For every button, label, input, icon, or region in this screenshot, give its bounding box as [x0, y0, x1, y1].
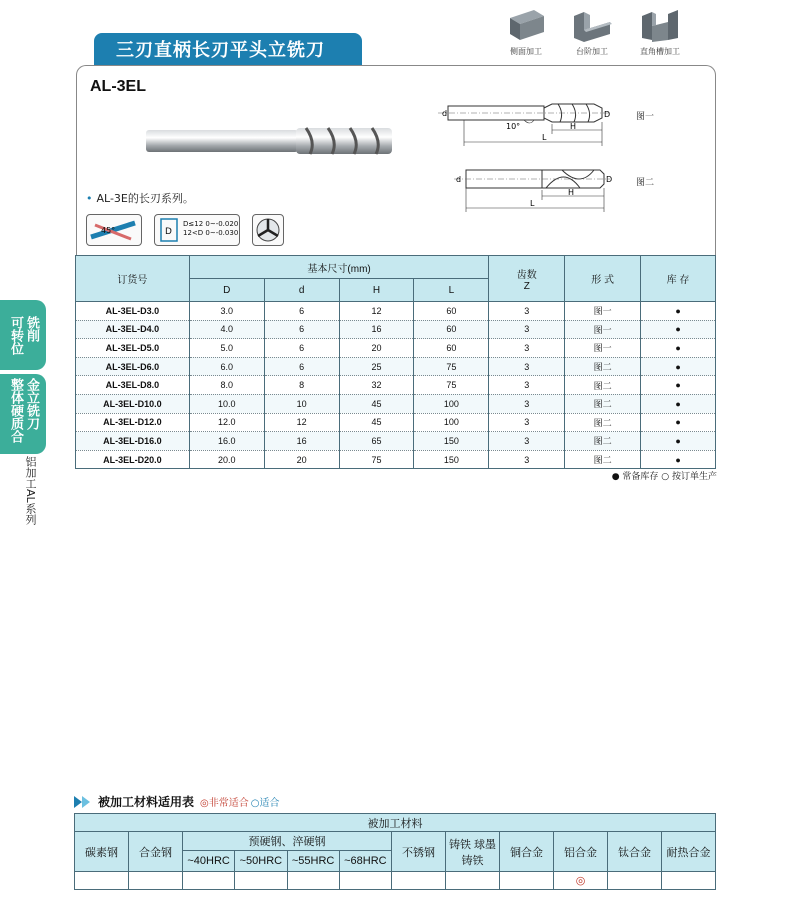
cell-h: 45 [339, 413, 414, 432]
feature-note: • AL-3E的长刃系列。 [86, 192, 194, 205]
header-L: L [414, 279, 489, 302]
header-teeth: 齿数 Z [489, 256, 565, 302]
cell-h: 75 [339, 450, 414, 469]
cell-form: 图二 [565, 450, 641, 469]
side-tab-indexable-milling[interactable]: 可转位 铣削 [0, 300, 46, 370]
tolerance-values: D≤12 0~-0.020 12<D 0~-0.030 [183, 220, 239, 237]
tool-photo [146, 122, 396, 158]
cell-stock: ● [641, 376, 716, 395]
cell-d: 16.0 [189, 432, 264, 451]
dim-L-label-2: L [530, 199, 535, 208]
mat-col-6: 不锈钢 [392, 832, 446, 872]
cell-form: 图二 [565, 376, 641, 395]
fig2-label: 图二 [636, 178, 655, 188]
cell-stock: ● [641, 394, 716, 413]
arrow-icon [74, 796, 94, 808]
header-H: H [339, 279, 414, 302]
cell-form: 图二 [565, 432, 641, 451]
cell-h: 45 [339, 394, 414, 413]
cell-code: AL-3EL-D12.0 [76, 413, 190, 432]
header-basic-size: 基本尺寸(mm) [189, 256, 489, 279]
cell-h: 25 [339, 357, 414, 376]
dim-H-label-2: H [568, 188, 575, 197]
cell-d: 4.0 [189, 320, 264, 339]
cell-l: 100 [414, 413, 489, 432]
mat-col-9: 铝合金 [554, 832, 608, 872]
mat-col-0: 碳素钢 [75, 832, 129, 872]
cell-l: 75 [414, 357, 489, 376]
dim-D-label-2: D [606, 175, 613, 184]
table-row [76, 302, 716, 321]
cell-l: 60 [414, 339, 489, 358]
cell-h: 65 [339, 432, 414, 451]
cell-code: AL-3EL-D4.0 [76, 320, 190, 339]
cell-form: 图二 [565, 357, 641, 376]
header-stock: 库 存 [641, 256, 716, 302]
legend-suitable: ○适合 [250, 798, 280, 809]
cell-code: AL-3EL-D20.0 [76, 450, 190, 469]
cell-z: 3 [489, 339, 565, 358]
mat-col-7: 铸铁 球墨铸铁 [446, 832, 500, 872]
cell-d: 20.0 [189, 450, 264, 469]
mat-col-10: 钛合金 [608, 832, 662, 872]
cell-code: AL-3EL-D16.0 [76, 432, 190, 451]
header-order-no: 订货号 [76, 256, 190, 302]
cell-stock: ● [641, 302, 716, 321]
cell-code: AL-3EL-D3.0 [76, 302, 190, 321]
cell-form: 图一 [565, 320, 641, 339]
cell-d: 10.0 [189, 394, 264, 413]
cell-stock: ● [641, 357, 716, 376]
mat-col-5: ~68HRC [339, 850, 391, 871]
mat-col-3: ~50HRC [235, 850, 287, 871]
cell-d: 12.0 [189, 413, 264, 432]
table-row [76, 320, 716, 339]
cell-d: 6 [264, 357, 339, 376]
cell-d: 20 [264, 450, 339, 469]
cell-stock: ● [641, 432, 716, 451]
cell-l: 60 [414, 320, 489, 339]
spec-table [75, 255, 716, 469]
model-code: AL-3EL [90, 78, 146, 95]
table-row [76, 376, 716, 395]
table-row [76, 339, 716, 358]
cell-d: 5.0 [189, 339, 264, 358]
cell-form: 图一 [565, 302, 641, 321]
materials-suitability-row [75, 872, 716, 890]
table-row [76, 394, 716, 413]
dim-angle-label: 10° [506, 122, 521, 131]
cell-h: 12 [339, 302, 414, 321]
cell-h: 16 [339, 320, 414, 339]
table-row [76, 450, 716, 469]
cell-d: 6 [264, 339, 339, 358]
header-d: d [264, 279, 339, 302]
cell-l: 150 [414, 450, 489, 469]
cell-code: AL-3EL-D10.0 [76, 394, 190, 413]
spec-table-body [76, 302, 716, 469]
cell-d: 6 [264, 302, 339, 321]
cell-h: 32 [339, 376, 414, 395]
mat-hardened-header: 预硬钢、淬硬钢 [183, 832, 392, 851]
dim-d-label: d [442, 109, 448, 118]
cell-d: 16 [264, 432, 339, 451]
cell-d: 10 [264, 394, 339, 413]
cell-z: 3 [489, 320, 565, 339]
side-tab-solid-carbide[interactable]: 整体硬质合 金立铣刀 [0, 374, 46, 454]
cell-z: 3 [489, 394, 565, 413]
operation-icons [500, 8, 700, 64]
table-row [76, 432, 716, 451]
cell-z: 3 [489, 357, 565, 376]
cell-l: 75 [414, 376, 489, 395]
page-title: 三刃直柄长刃平头立铣刀 [94, 33, 362, 65]
series-label: 铝加工AL系列 [24, 456, 37, 525]
header-form: 形 式 [565, 256, 641, 302]
mat-col-4: ~55HRC [287, 850, 339, 871]
cell-z: 3 [489, 302, 565, 321]
dim-d-label-2: d [456, 175, 462, 184]
legend-very-suitable: ◎非常适合 [200, 798, 249, 809]
cell-z: 3 [489, 450, 565, 469]
cell-z: 3 [489, 376, 565, 395]
cell-stock: ● [641, 450, 716, 469]
helix-angle-icon [86, 214, 142, 246]
cell-z: 3 [489, 413, 565, 432]
cell-d: 8 [264, 376, 339, 395]
cell-form: 图二 [565, 394, 641, 413]
fig1-label: 图一 [636, 112, 655, 122]
mat-col-8: 铜合金 [500, 832, 554, 872]
cell-code: AL-3EL-D8.0 [76, 376, 190, 395]
materials-table [74, 813, 716, 890]
stock-legend: ● 常备库存 ○ 按订单生产 [611, 472, 717, 482]
mat-col-2: ~40HRC [183, 850, 235, 871]
step-milling-icon: 台阶加工 [566, 8, 618, 57]
materials-title: 被加工材料适用表 ◎非常适合 ○适合 [74, 793, 279, 810]
cell-code: AL-3EL-D6.0 [76, 357, 190, 376]
figure-2-drawing [454, 170, 612, 212]
cell-l: 150 [414, 432, 489, 451]
dim-H-label: H [570, 122, 577, 131]
materials-group-header: 被加工材料 [75, 814, 716, 832]
tolerance-symbol: D [165, 227, 172, 237]
dim-D-label: D [604, 110, 611, 119]
slot-milling-icon: 直角槽加工 [634, 8, 686, 57]
cell-d: 12 [264, 413, 339, 432]
cell-stock: ● [641, 413, 716, 432]
dimension-drawings [434, 96, 614, 214]
cell-d: 3.0 [189, 302, 264, 321]
cell-code: AL-3EL-D5.0 [76, 339, 190, 358]
side-milling-icon: 侧面加工 [500, 8, 552, 57]
table-row [76, 357, 716, 376]
cell-d: 8.0 [189, 376, 264, 395]
aluminum-suitability: ◎ [554, 872, 608, 890]
cell-z: 3 [489, 432, 565, 451]
cell-stock: ● [641, 320, 716, 339]
cell-h: 20 [339, 339, 414, 358]
three-flute-end-icon [252, 214, 284, 246]
table-row [76, 413, 716, 432]
cell-form: 图一 [565, 339, 641, 358]
cell-d: 6 [264, 320, 339, 339]
mat-col-1: 合金钢 [129, 832, 183, 872]
helix-angle-label: 45° [101, 226, 116, 235]
cell-l: 100 [414, 394, 489, 413]
cell-stock: ● [641, 339, 716, 358]
cell-form: 图二 [565, 413, 641, 432]
figure-1-drawing [438, 104, 610, 146]
cell-d: 6.0 [189, 357, 264, 376]
tolerance-icon [154, 214, 240, 246]
cell-l: 60 [414, 302, 489, 321]
header-D: D [189, 279, 264, 302]
dim-L-label: L [542, 133, 547, 142]
mat-col-11: 耐热合金 [662, 832, 716, 872]
